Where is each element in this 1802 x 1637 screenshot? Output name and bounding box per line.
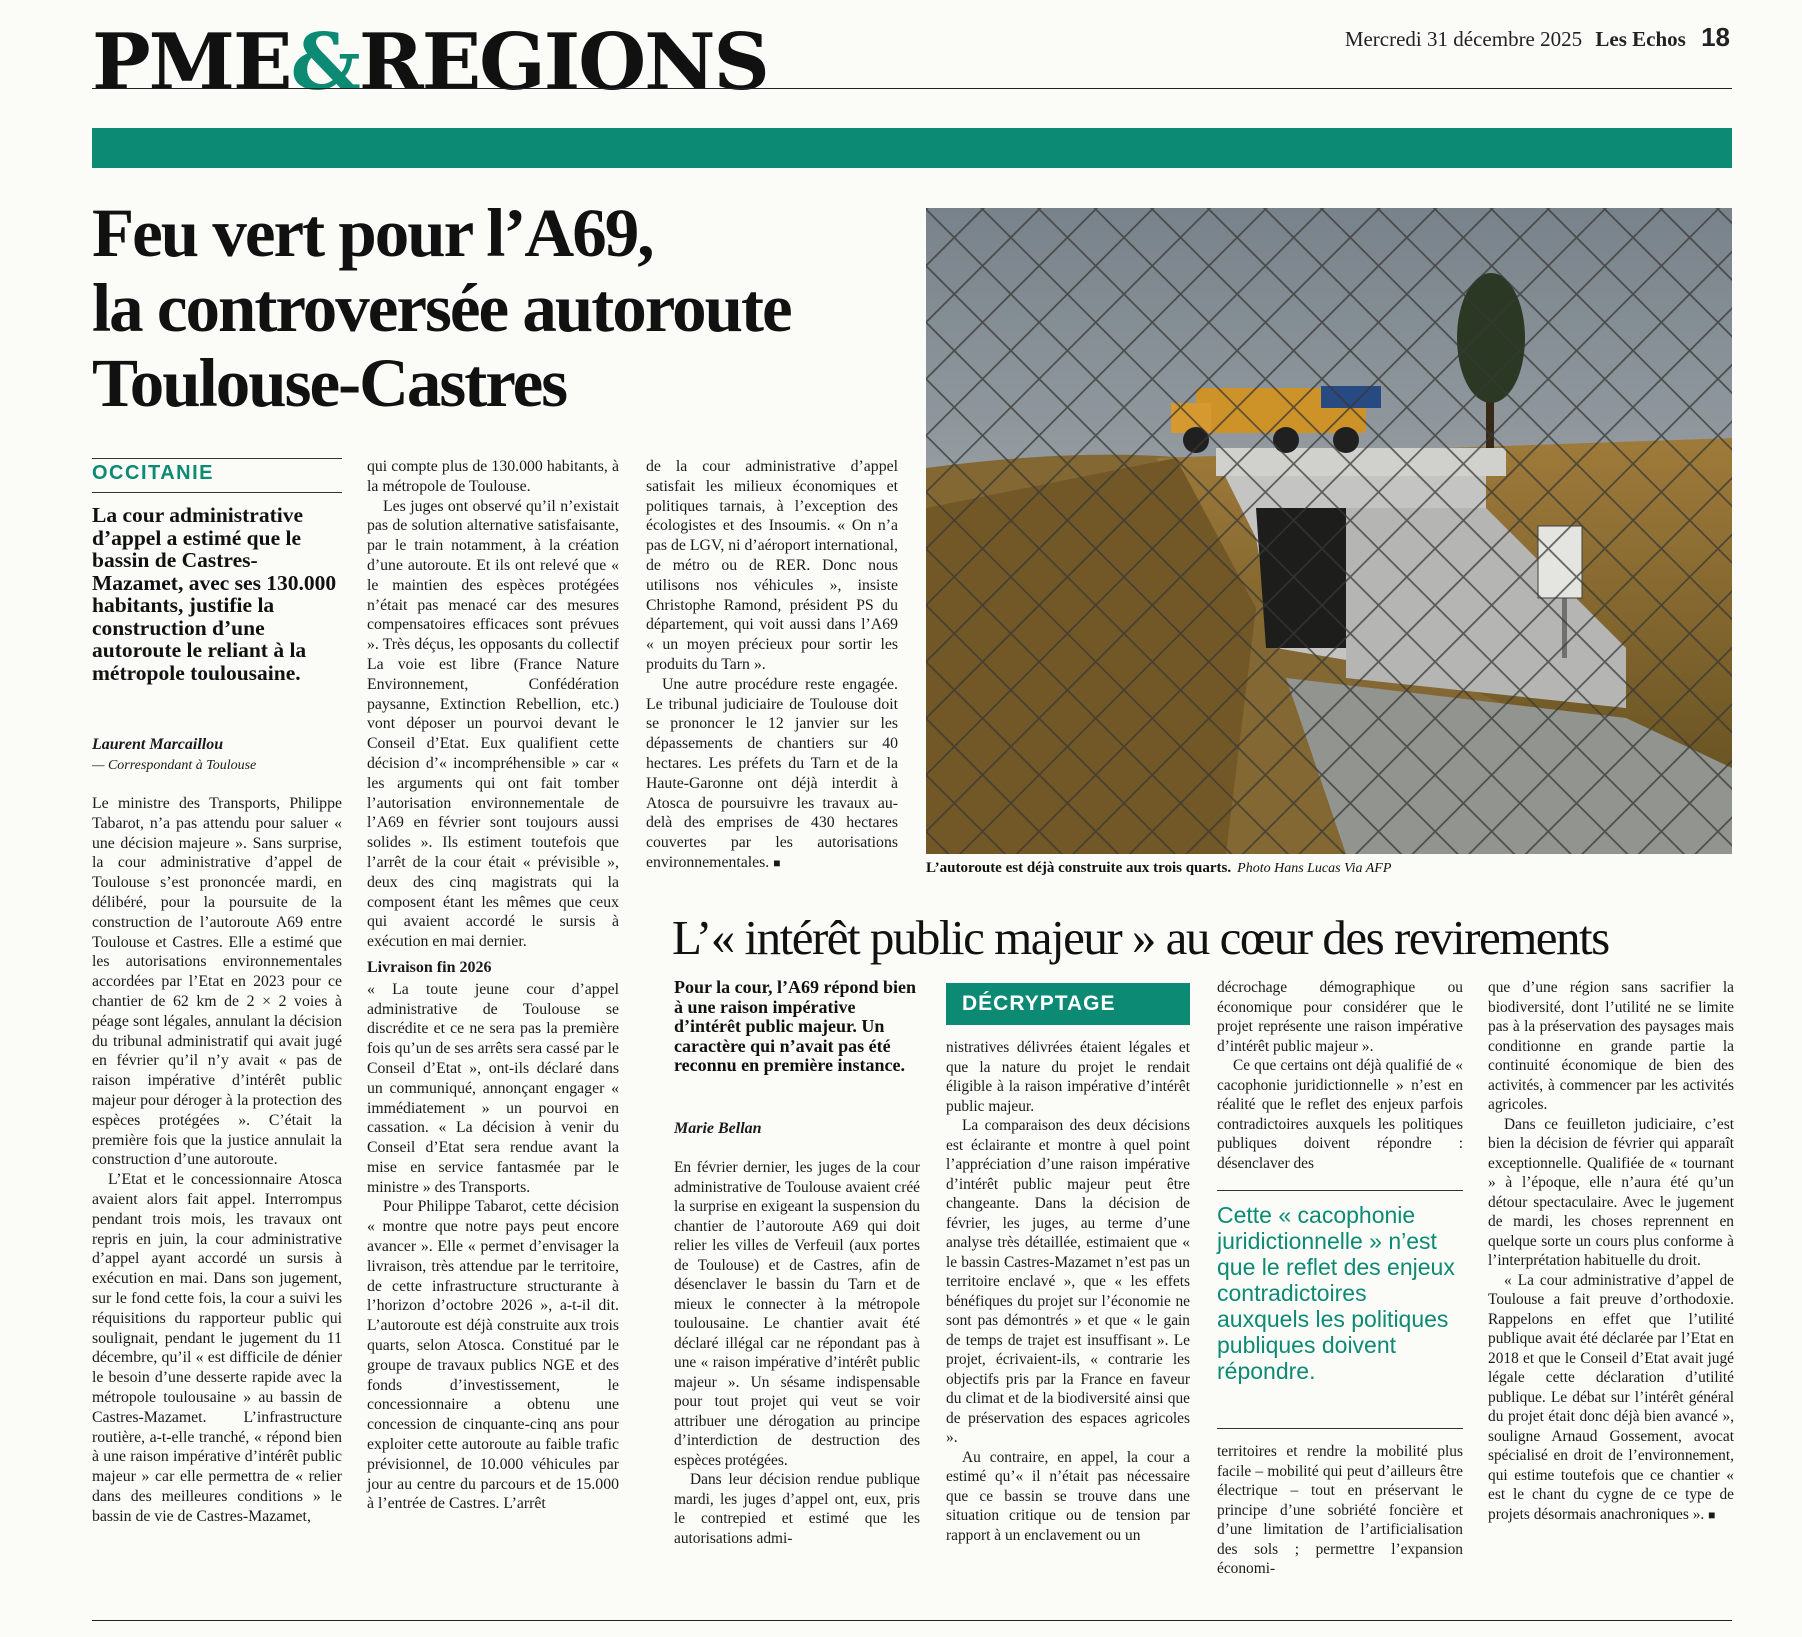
paragraph: nistratives délivrées étaient légales et que la nature du projet le rendait éligible à la raison impérative d’intérêt public majeur. (946, 1039, 1190, 1115)
article2-column-2 (946, 1038, 1190, 1545)
paragraph: L’Etat et le concessionnaire Atosca avaient alors fait appel. Interrompus pendant trois mois, les travaux ont repris en juin, la cour administrative d’appel ayant accordé un sursis à exécution en mai. Dans son jugement, sur le fond cette fois, la cour a suivi les réquisitions du rapporteur public qui soulignait, pendant le jugement du 11 décembre, qu’il « est difficile de dénier le besoin d’une desserte rapide avec la métropole toulousaine » au bassin de Castres-Mazamet. L’infrastructure routière, a-t-elle tranché, « répond bien à une raison impérative d’intérêt public majeur » car elle permettra de « relier dans des meilleures conditions » le bassin de vie de Castres-Mazamet, (92, 1171, 342, 1525)
decryptage-badge: DÉCRYPTAGE (946, 983, 1190, 1025)
photo-caption (926, 860, 1391, 877)
paragraph: qui compte plus de 130.000 habitants, à la métropole de Toulouse. (367, 458, 619, 495)
publication-name: Les Echos (1595, 27, 1686, 51)
label-rule-bottom (92, 492, 342, 493)
section-label: OCCITANIE (92, 462, 215, 484)
article2-column-1 (674, 1158, 920, 1548)
article2-column-4 (1488, 978, 1734, 1525)
section-rubric (92, 18, 768, 108)
paragraph: Ce que certains ont déjà qualifié de « cacophonie juridictionnelle » n’est en réalité que le reflet des enjeux parfois contradictoires auxquels les politiques publiques doivent répondre : désenclaver des (1217, 1057, 1463, 1172)
paragraph: « La toute jeune cour d’appel administrative de Toulouse se discrédite et ce ne sera pas la première fois qu’un de ses arrêts sera cassé par le Conseil d’Etat », ont-ils déclaré dans un communiqué, annonçant engager « immédiatement » un pourvoi en cassation. « La décision à venir du Conseil d’Etat sera rendue avant la mise en service fantasmée par le ministre » des Transports. (367, 980, 619, 1196)
photo-illustration (926, 208, 1732, 854)
dateline (1345, 22, 1730, 53)
author-role: — Correspondant à Toulouse (92, 758, 257, 773)
article1-column-3 (646, 457, 898, 874)
article1-column-1 (92, 794, 342, 1526)
pullquote-rule-bottom (1217, 1428, 1463, 1429)
paragraph: Les juges ont observé qu’il n’existait pas de solution alternative satisfaisante, par le train notamment, à la création d’une autoroute. Et ils ont relevé que « le maintien des espèces protégées n’était pas menacé car des mesures compensatoires efficaces sont prévues ». Très déçus, les opposants du collectif La voie est libre (France Nature Environnement, Confédération paysanne, Extinction Rebellion, etc.) vont déposer un pourvoi devant le Conseil d’Etat. Eux qualifient cette décision d’« incompréhensible » car « les arguments qui ont fait tomber l’autorisation environnementale de l’A69 en février sont toujours aussi solides ». Ils estiment toutefois que l’arrêt de la cour était « prévisible », deux des cinq magistrats qui la composent étant les mêmes que ceux qui avaient accordé le sursis à exécution en mai dernier. (367, 497, 619, 951)
byline (92, 736, 344, 774)
author-name: Laurent Marcaillou (92, 736, 224, 753)
article-photo (926, 208, 1732, 854)
end-mark: ■ (773, 855, 781, 870)
paragraph: Le ministre des Transports, Philippe Tabarot, n’a pas attendu pour saluer « une décision majeure ». Sans surprise, la cour administrative d’appel de Toulouse s’est prononcée mardi, en délibéré, pour la poursuite de la construction de l’autoroute A69 entre Toulouse et Castres. Elle a estimé que les autorisations environnementales accordées par l’Etat en 2023 pour ce chantier de 62 km de 2 × 2 voies à péage sont légales, annulant la décision du tribunal administratif qui avait jugé en février qu’il n’y avait « pas de raison impérative d’intérêt public majeur pour déroger à la protection des espèces protégées ». C’était la première fois que la justice annulait la construction d’une autoroute. (92, 795, 342, 1169)
accent-band (92, 128, 1732, 168)
paragraph: En février dernier, les juges de la cour administrative de Toulouse avaient créé la surprise en exigeant la suspension du chantier de l’autoroute A69 qui doit relier les villes de Verfeuil (aux portes de Toulouse) et de Castres, afin de désenclaver le bassin du Tarn et de mieux le connecter à la métropole toulousaine. Le chantier avait été déclaré illégal car ne répondant pas à une « raison impérative d’intérêt public majeur ». Un sésame indispensable pour tout projet qui veut se voir attribuer une dérogation au principe d’interdiction de destruction des espèces protégées. (674, 1159, 920, 1469)
headline-line: la controversée autoroute (92, 270, 791, 346)
rubric-regions: REGIONS (358, 17, 768, 108)
paragraph: Dans ce feuilleton judiciaire, c’est bien la décision de février qui apparaît exceptionnelle. Qualifiée de « tournant » à l’époque, elle n’aura été qu’un détour spectaculaire. Avec le jugement de mardi, les choses reprennent en quelque sorte un cours plus conforme à l’interprétation habituelle du droit. (1488, 1115, 1734, 1269)
rubric-pme: PME (92, 17, 291, 108)
end-mark: ■ (1708, 1507, 1716, 1522)
masthead-rule (92, 88, 1732, 89)
article1-column-2 (367, 457, 619, 1514)
headline-line: Toulouse-Castres (92, 345, 567, 421)
paragraph: La comparaison des deux décisions est éclairante et montre à quel point l’appréciation d’une raison impérative d’intérêt public majeur peut être changeante. Dans la décision de février, les juges, au terme d’une analyse très détaillée, estimaient que « le bassin Castres-Mazamet n’est pas un territoire enclavé », que « les effets bénéfiques du projet sur l’économie ne sont pas démontrés » et que « le gain de temps de trajet est insuffisant ». Le projet, écrivaient-ils, « contrarie les objectifs pris par la France en faveur du climat et de la biodiversité ainsi que de préservation des espaces agricoles ». (946, 1117, 1190, 1446)
paragraph: Au contraire, en appel, la cour a estimé qu’« il n’était pas nécessaire que ce bassin se trouve dans une situation critique ou de tension par rapport à un enclavement ou un (946, 1448, 1190, 1544)
caption-text: L’autoroute est déjà construite aux trois quarts. (926, 860, 1232, 876)
paragraph: territoires et rendre la mobilité plus facile – mobilité qui peut d’ailleurs être électrique – tout en préservant le principe d’une sobriété foncière et d’une limitation de l’artificialisation des sols ; permettre l’expansion économi- (1217, 1443, 1463, 1577)
article2-column-3a (1217, 978, 1463, 1173)
paragraph: Dans leur décision rendue publique mardi, les juges d’appel ont, eux, pris le contrepied et estimé que les autorisations admi- (674, 1471, 920, 1547)
article-headline (92, 196, 912, 421)
label-rule-top (92, 458, 342, 459)
paragraph (646, 675, 898, 874)
paragraph: décrochage démographique ou économique pour considérer que le projet représente une raison impérative d’intérêt public majeur ». (1217, 979, 1463, 1055)
paragraph: que d’une région sans sacrifier la biodiversité, dont l’utilité ne se limite pas à la préservation des paysages mais conditionne en grande partie la continuité économique de bien des activités, à commencer par les activités agricoles. (1488, 979, 1734, 1113)
paragraph: de la cour administrative d’appel satisfait les milieux économiques et politiques tarnais, à l’exception des écologistes et des Insoumis. « On n’a pas de LGV, ni d’aéroport international, de métro ou de RER. Donc nous utilisons nos véhicules », insiste Christophe Ramond, président PS du département, qui voit aussi dans l’A69 « un moyen précieux pour sortir les produits du Tarn ». (646, 458, 898, 673)
article2-author: Marie Bellan (674, 1120, 762, 1137)
article-lead: La cour administrative d’appel a estimé que le bassin de Castres-Mazamet, avec ses 130.000 habitants, justifie la construction d’une autoroute le reliant à la métropole toulousaine. (92, 503, 337, 685)
pullquote: Cette « cacophonie juridictionnelle » n’est que le reflet des enjeux contradictoires auxquels les politiques publiques doivent répondre. (1217, 1202, 1455, 1384)
photo-credit: Photo Hans Lucas Via AFP (1237, 861, 1392, 876)
paragraph-text: Une autre procédure reste engagée. Le tribunal judiciaire de Toulouse doit se prononcer le 12 janvier sur les dépassements de chantiers sur 40 hectares. Les préfets du Tarn et de la Haute-Garonne ont déjà interdit à Atosca de poursuivre les travaux au-delà des emprises de 430 hectares couvertes par les autorisations environnementales. (646, 675, 898, 871)
rubric-ampersand: & (290, 17, 359, 108)
subheading: Livraison fin 2026 (367, 958, 492, 976)
article2-lead: Pour la cour, l’A69 répond bien à une raison impérative d’intérêt public majeur. Un caractère qui n’avait pas été reconnu en première instance. (674, 977, 917, 1075)
pullquote-rule-top (1217, 1190, 1463, 1191)
issue-date: Mercredi 31 décembre 2025 (1344, 27, 1583, 51)
paragraph-text: « La cour administrative d’appel de Toulouse a fait preuve d’orthodoxie. Rappelons en effet que l’utilité publique avait été déclarée par l’Etat en 2018 et que le Conseil d’Etat avait jugé légale cette déclaration d’utilité publique. Le débat sur l’intérêt général du projet était donc déjà bien avancé », souligne Arnaud Gossement, avocat spécialisé en droit de l’environnement, qui estime toutefois que ce chantier « est le chant du cygne de ce type de projets désormais anachroniques ». (1488, 1271, 1734, 1523)
paragraph (1488, 1271, 1734, 1526)
article2-column-3b (1217, 1442, 1463, 1579)
article2-headline: L’« intérêt public majeur » au cœur des revirements (672, 910, 1609, 965)
headline-line: Feu vert pour l’A69, (92, 195, 653, 271)
page-number: 18 (1701, 22, 1730, 52)
page-bottom-rule (92, 1620, 1732, 1621)
paragraph: Pour Philippe Tabarot, cette décision « montre que notre pays peut encore avancer ». Elle « permet d’envisager la livraison, très attendue par le territoire, de cette infrastructure structurante à l’horizon d’octobre 2026 », a-t-il dit. L’autoroute est déjà construite aux trois quarts, selon Atosca. Constitué par le groupe de travaux publics NGE et des fonds d’investissement, le concessionnaire a obtenu une concession de cinquante-cinq ans pour exploiter cette autoroute au faible trafic prévisionnel, de 10.000 véhicules par jour au centre du parcours et de 15.000 à l’entrée de Castres. L’arrêt (367, 1198, 619, 1513)
